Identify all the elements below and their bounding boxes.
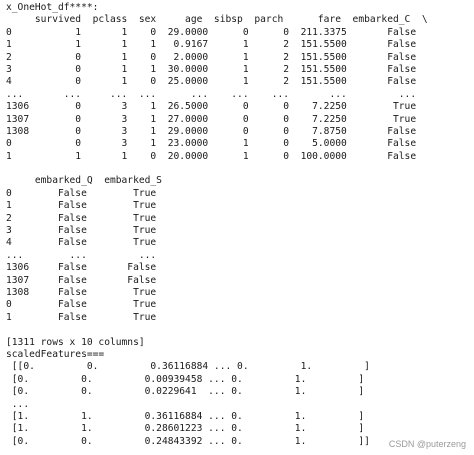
console-line: 3 False True xyxy=(6,225,157,237)
console-line: 1307 0 3 1 27.0000 0 0 7.2250 True xyxy=(6,113,417,125)
console-line: 1308 0 3 1 29.0000 0 0 7.8750 False xyxy=(6,125,417,137)
console-line xyxy=(6,163,472,175)
console-line: x_OneHot_df****: xyxy=(6,2,99,13)
console-line: 4 False True xyxy=(6,237,157,249)
console-line: [1. 1. 0.28601223 ... 0. 1. ] xyxy=(6,423,365,435)
console-line: 0 False True xyxy=(6,187,157,199)
console-line: 2 False True xyxy=(6,212,157,224)
console-line: [0. 0. 0.24843392 ... 0. 1. ]] xyxy=(6,435,370,447)
console-line: 1 False True xyxy=(6,311,157,323)
console-line: [1. 1. 0.36116884 ... 0. 1. ] xyxy=(6,410,365,422)
console-line: 1308 False True xyxy=(6,286,157,298)
console-line: 1306 0 3 1 26.5000 0 0 7.2250 True xyxy=(6,101,417,113)
console-line: 0 False True xyxy=(6,299,157,311)
console-line: survived pclass sex age sibsp parch fare embarked_C \ xyxy=(6,14,428,26)
console-line: 2 0 1 0 2.0000 1 2 151.5500 False xyxy=(6,51,417,63)
console-line: 1 1 1 1 0.9167 1 2 151.5500 False xyxy=(6,39,417,51)
console-line: 3 0 1 1 30.0000 1 2 151.5500 False xyxy=(6,63,417,75)
console-output xyxy=(6,2,472,455)
console-line: 0 0 3 1 23.0000 1 0 5.0000 False xyxy=(6,138,417,150)
console-line: 1306 False False xyxy=(6,262,157,274)
console-line: [0. 0. 0.0229641 ... 0. 1. ] xyxy=(6,386,365,398)
console-line: embarked_Q embarked_S xyxy=(6,175,162,187)
console-line: scaledFeatures=== xyxy=(6,348,105,360)
console-line xyxy=(6,324,472,336)
console-line: [1311 rows x 10 columns] xyxy=(6,336,145,348)
console-line: 4 0 1 0 25.0000 1 2 151.5500 False xyxy=(6,76,417,88)
console-line: ... ... ... ... ... ... ... ... ... xyxy=(6,88,417,100)
console-line: 1 False True xyxy=(6,200,157,212)
console-line: [[0. 0. 0.36116884 ... 0. 1. ] xyxy=(6,361,370,373)
console-line: 1 1 1 0 20.0000 1 0 100.0000 False xyxy=(6,150,417,162)
console-line: ... ... ... xyxy=(6,249,157,261)
console-line: ... xyxy=(6,398,30,410)
csdn-watermark: CSDN @puterzeng xyxy=(388,439,466,449)
console-line: 0 1 1 0 29.0000 0 0 211.3375 False xyxy=(6,26,417,38)
console-line: 1307 False False xyxy=(6,274,157,286)
console-line: [0. 0. 0.00939458 ... 0. 1. ] xyxy=(6,373,365,385)
